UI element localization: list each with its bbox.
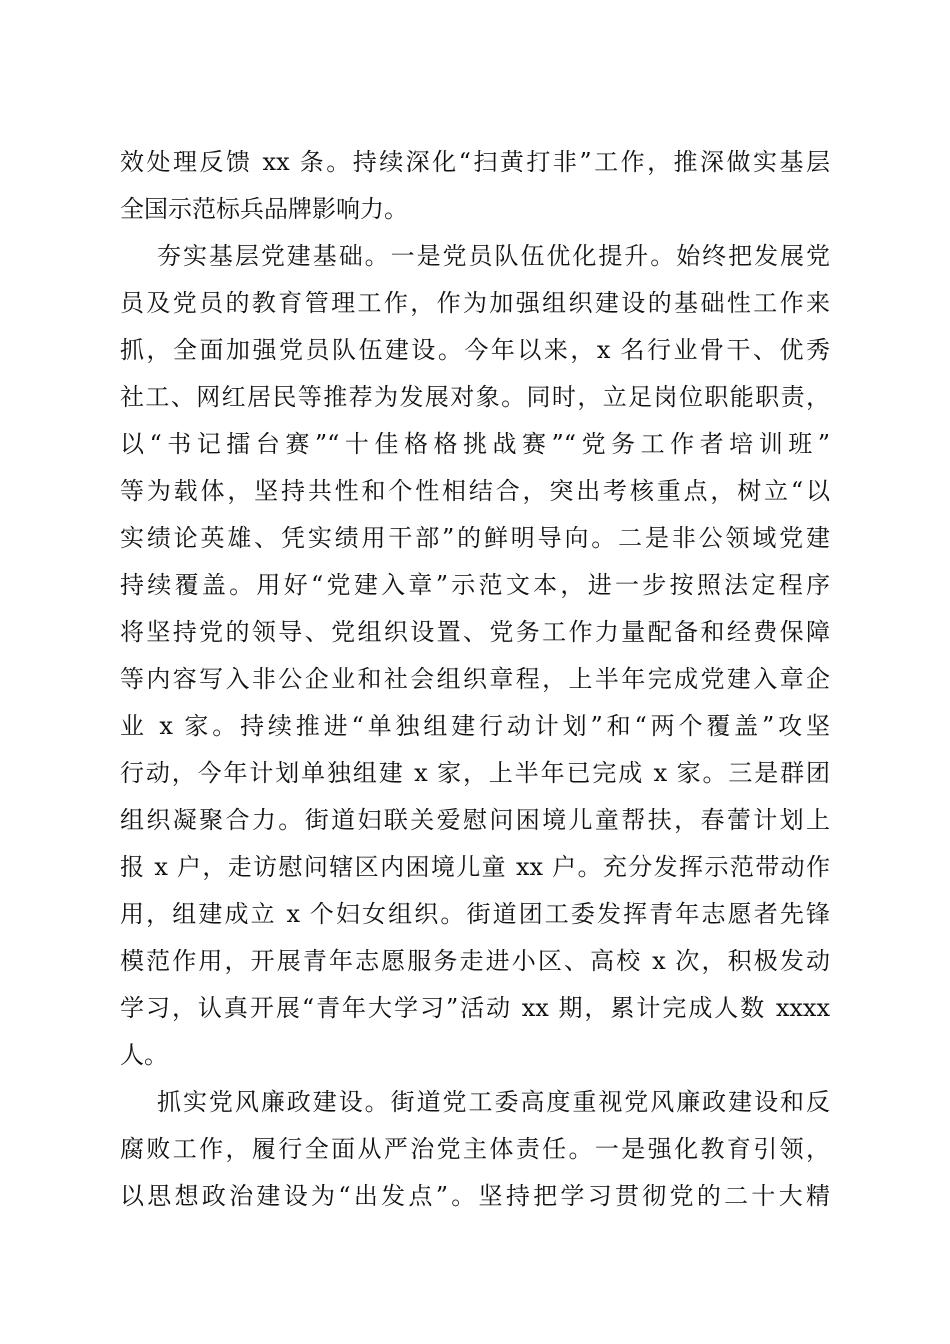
text-line-22: 腐败工作，履行全面从严治党主体责任。一是强化教育引领，	[120, 1135, 830, 1163]
text-line-11: 将坚持党的领导、党组织设置、党务工作力量配备和经费保障	[120, 618, 830, 646]
text-line-7: 以“书记擂台赛”“十佳格格挑战赛”“党务工作者培训班”	[120, 430, 830, 458]
text-line-17: 用，组建成立 x 个妇女组织。街道团工委发挥青年志愿者先锋	[120, 900, 830, 928]
paragraph-heading-line-party-building: 夯实基层党建基础。一是党员队伍优化提升。始终把发展党	[157, 242, 830, 270]
text-line-10: 持续覆盖。用好“党建入章”示范文本，进一步按照法定程序	[120, 571, 830, 599]
text-line-12: 等内容写入非公企业和社会组织章程，上半年完成党建入章企	[120, 665, 830, 693]
text-line-2: 全国示范标兵品牌影响力。	[120, 195, 408, 223]
text-line-6: 社工、网红居民等推荐为发展对象。同时，立足岗位职能职责，	[120, 383, 830, 411]
text-line-18: 模范作用，开展青年志愿服务走进小区、高校 x 次，积极发动	[120, 947, 830, 975]
text-line-4: 员及党员的教育管理工作，作为加强组织建设的基础性工作来	[120, 289, 830, 317]
text-line-9: 实绩论英雄、凭实绩用干部”的鲜明导向。二是非公领域党建	[120, 524, 830, 552]
text-line-14: 行动，今年计划单独组建 x 家，上半年已完成 x 家。三是群团	[120, 759, 830, 787]
text-line-23: 以思想政治建设为“出发点”。坚持把学习贯彻党的二十大精	[120, 1182, 830, 1210]
text-line-19: 学习，认真开展“青年大学习”活动 xx 期，累计完成人数 xxxx	[120, 994, 830, 1022]
paragraph-heading-line-integrity: 抓实党风廉政建设。街道党工委高度重视党风廉政建设和反	[157, 1088, 830, 1116]
text-line-5: 抓，全面加强党员队伍建设。今年以来，x 名行业骨干、优秀	[120, 336, 830, 364]
text-line-1: 效处理反馈 xx 条。持续深化“扫黄打非”工作，推深做实基层	[120, 148, 830, 176]
text-line-16: 报 x 户，走访慰问辖区内困境儿童 xx 户。充分发挥示范带动作	[120, 853, 830, 881]
text-line-15: 组织凝聚合力。街道妇联关爱慰问困境儿童帮扶，春蕾计划上	[120, 806, 830, 834]
text-line-20: 人。	[120, 1041, 168, 1069]
text-line-13: 业 x 家。持续推进“单独组建行动计划”和“两个覆盖”攻坚	[120, 712, 830, 740]
text-line-8: 等为载体，坚持共性和个性相结合，突出考核重点，树立“以	[120, 477, 830, 505]
